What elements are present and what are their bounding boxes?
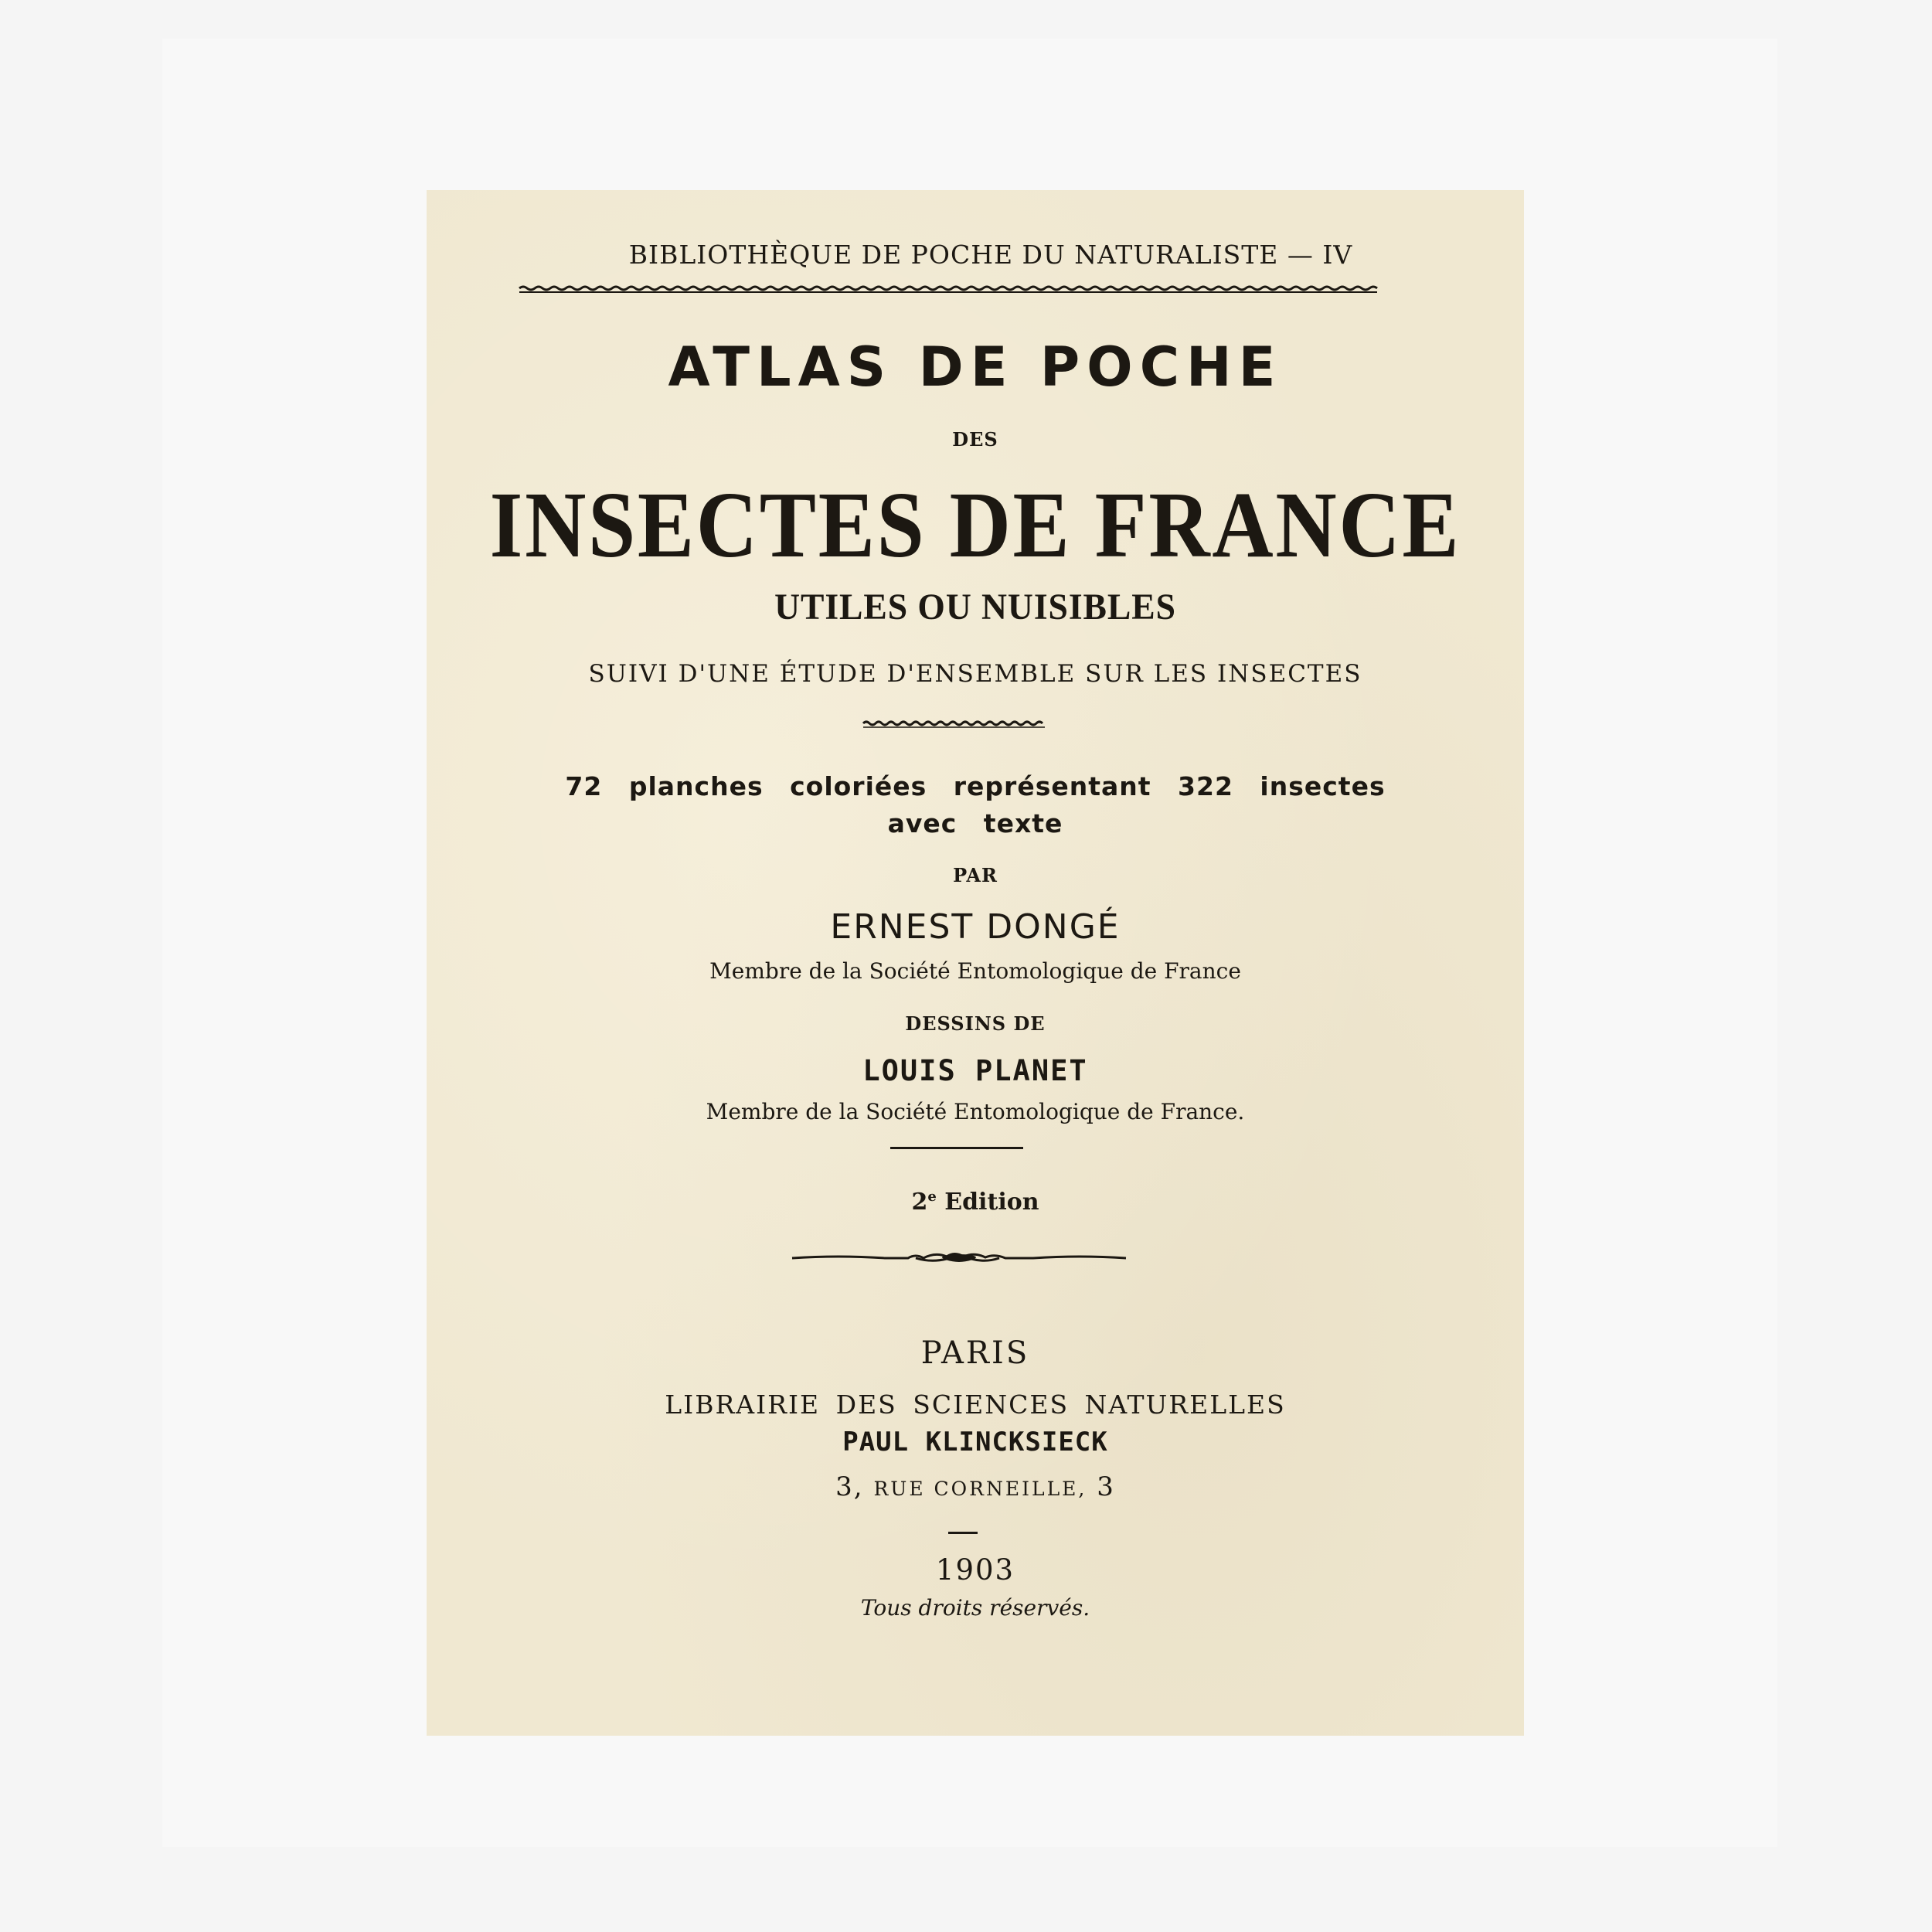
- publisher-address: [427, 1471, 1524, 1502]
- main-title: INSECTES DE FRANCE: [489, 473, 1461, 577]
- header-wavy-rule: [519, 284, 1377, 295]
- publisher: LIBRAIRIE DES SCIENCES NATURELLES: [665, 1389, 1286, 1420]
- subtitle: UTILES OU NUISIBLES: [774, 587, 1176, 628]
- publication-year: 1903: [935, 1553, 1015, 1587]
- drawings-label: DESSINS DE: [905, 1012, 1046, 1035]
- edition-number: 2: [911, 1189, 928, 1216]
- title-page: [427, 190, 1524, 1736]
- address-street: RUE CORNEILLE,: [873, 1478, 1087, 1500]
- publisher-name: PAUL KLINCKSIECK: [842, 1427, 1108, 1458]
- by-label: PAR: [953, 864, 998, 886]
- plates-description-cont: avec texte: [887, 808, 1063, 838]
- city: PARIS: [920, 1335, 1030, 1371]
- series-title: BIBLIOTHÈQUE DE POCHE DU NATURALISTE — IV: [628, 240, 1353, 270]
- title-top: ATLAS DE POCHE: [668, 335, 1283, 399]
- address-number-right: 3: [1097, 1471, 1115, 1502]
- ornamental-flourish: [792, 1249, 1126, 1267]
- edition: [427, 1189, 1524, 1216]
- short-wavy-rule: [863, 720, 1045, 730]
- address-number-left: 3,: [835, 1471, 864, 1502]
- illustrator-name: LOUIS PLANET: [862, 1054, 1088, 1087]
- illustrator-affiliation: Membre de la Société Entomologique de France.: [706, 1099, 1245, 1124]
- edition-superscript: e: [927, 1189, 937, 1205]
- subtitle-study: SUIVI D'UNE ÉTUDE D'ENSEMBLE SUR LES INSECTES: [588, 660, 1362, 688]
- plates-description: 72 planches coloriées représentant 322 insectes: [565, 771, 1386, 801]
- rights-notice: Tous droits réservés.: [860, 1595, 1090, 1621]
- edition-word: Edition: [944, 1189, 1039, 1216]
- author-name: ERNEST DONGÉ: [830, 907, 1121, 947]
- author-affiliation: Membre de la Société Entomologique de France: [709, 958, 1241, 984]
- title-des: DES: [952, 428, 998, 451]
- divider-rule: [890, 1147, 1023, 1149]
- short-dash-rule: [948, 1532, 978, 1534]
